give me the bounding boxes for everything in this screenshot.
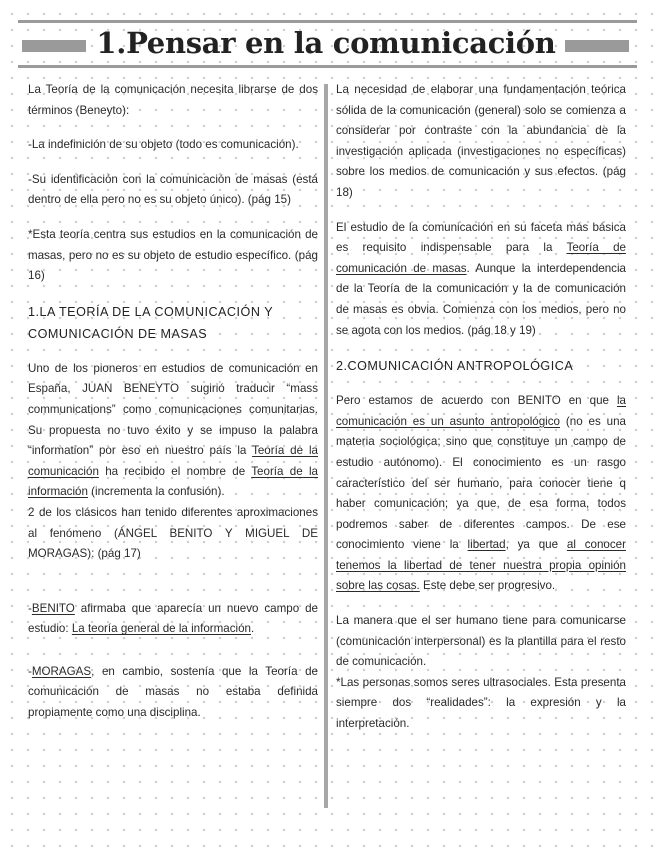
column-divider	[324, 84, 328, 808]
left-column	[28, 80, 318, 738]
paragraph: -MORAGAS, en cambio, sostenía que la Teoría de comunicación de masas no estaba definida propiamente como una disciplina.	[28, 664, 318, 720]
paragraph: -La indefinición de su objeto (todo es comunicación).	[28, 138, 299, 152]
right-column	[336, 80, 626, 749]
section-heading-2: 2.COMUNICACIÓN ANTROPOLÓGICA	[336, 359, 574, 374]
paragraph: La Teoría de la comunicación necesita librarse de dos términos (Beneyto):	[28, 83, 318, 117]
paragraph: -Su identificación con la comunicación de masas (está dentro de ella pero no es su objeto único). (pág 15)	[28, 172, 318, 207]
section-heading-1: 1.LA TEORÍA DE LA COMUNICACIÓN Y COMUNICACIÓN DE MASAS	[28, 304, 273, 341]
paragraph: *Esta teoría centra sus estudios en la comunicación de masas, pero no es su objeto de estudio específico. (pág 16)	[28, 227, 318, 283]
title-bar-left	[22, 40, 86, 52]
page-title: 1.Pensar en la comunicación	[96, 26, 556, 60]
paragraph: 2 de los clásicos han tenido diferentes aproximaciones al fenómeno (ÁNGEL BENITO Y MIGUEL DE MORAGAS): (pág 17)	[28, 505, 318, 561]
paragraph: Uno de los pioneros en estudios de comunicación en España, JUAN BENEYTO sugirió traducir “mass communications” como comunicaciones comunitarias. Su propuesta no tuvo éxito y se impuso la palabra “information” por eso en nuestro país la Teoría de la comunicación ha recibido el nombre de Teoría de la información (incrementa la confusión).	[28, 361, 319, 499]
paragraph: La necesidad de elaborar una fundamentación teórica sólida de la comunicación (general) solo se comienza a considerar por contraste con la abundancia de la investigación aplicada (investigaciones no específicas) sobre los medios de comunicación y sus efectos. (pág 18)	[336, 83, 626, 199]
paragraph: El estudio de la comunicación en su faceta más básica es requisito indispensable para la Teoría de comunicación de masas. Aunque la interdependencia de la Teoría de la comunicación y la de comunicación de masas es obvia. Comienza con los medios, pero no se agota con los medios. (pág 18 y 19)	[336, 220, 626, 337]
paragraph: Pero estamos de acuerdo con BENITO en que la comunicación es un asunto antropológico (no es una materia sociológica; sino que constituye un campo de estudio autónomo). El conocimiento es un rasgo característico del ser humano, para conocer tiene q haber comunicación; ya que, de esa forma, todos podremos saber de diferentes campos. De ese conocimiento viene la libertad, ya que al conocer tenemos la libertad de tener nuestra propia opinión sobre las cosas. Este debe ser progresivo.	[336, 394, 626, 593]
paragraph: La manera que el ser humano tiene para comunicarse (comunicación interpersonal) es la plantilla para el resto de comunicación.	[336, 614, 626, 669]
title-bar-right	[565, 40, 629, 52]
paragraph: -BENITO afirmaba que aparecía un nuevo campo de estudio: La teoría general de la información.	[28, 601, 318, 636]
bottom-rule	[18, 65, 637, 68]
paragraph: *Las personas somos seres ultrasociales. Esta presenta siempre dos “realidades”: la expresión y la interpretación.	[336, 675, 626, 731]
